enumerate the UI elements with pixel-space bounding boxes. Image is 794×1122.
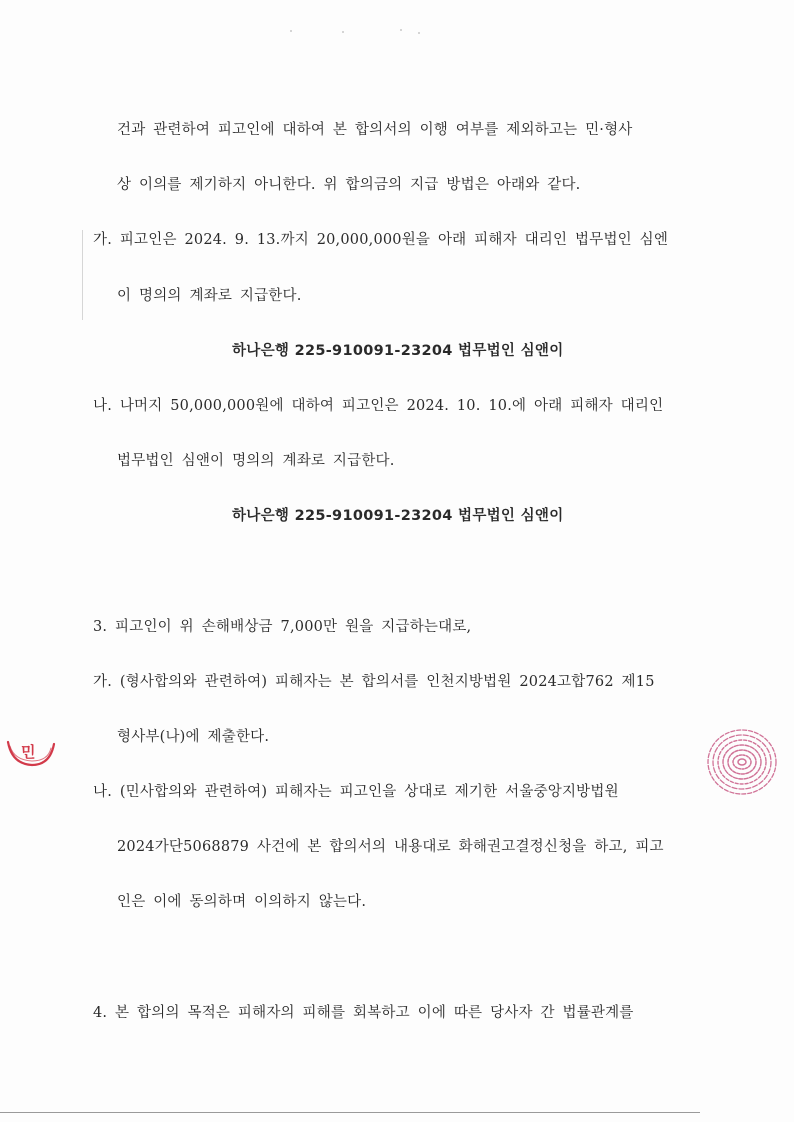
clause-3-ga-line-2: 형사부(나)에 제출한다. — [117, 729, 270, 745]
text-line-1: 건과 관련하여 피고인에 대하여 본 합의서의 이행 여부를 제외하고는 민·형사 — [117, 122, 633, 138]
margin-mark — [82, 230, 83, 320]
svg-text:민: 민 — [21, 743, 36, 761]
page-bottom-line — [0, 1112, 700, 1113]
clause-4: 4. 본 합의의 목적은 피해자의 피해를 회복하고 이에 따른 당사자 간 법률관계를 — [93, 1005, 634, 1021]
clause-3-na-line-3: 인은 이에 동의하며 이의하지 않는다. — [117, 894, 367, 910]
item-ga-line-1: 가. 피고인은 2024. 9. 13.까지 20,000,000원을 아래 피해자 대리인 법무법인 심엔 — [93, 232, 669, 248]
item-na-line-2: 법무법인 심앤이 명의의 계좌로 지급한다. — [117, 453, 395, 469]
fingerprint-mark — [700, 722, 790, 802]
clause-3-na-line-1: 나. (민사합의와 관련하여) 피해자는 피고인을 상대로 제기한 서울중앙지방법원 — [93, 784, 619, 800]
item-ga-line-2: 이 명의의 계좌로 지급한다. — [117, 288, 302, 304]
bank-account-2: 하나은행 225-910091-23204 법무법인 심앤이 — [232, 508, 564, 524]
bank-account-1: 하나은행 225-910091-23204 법무법인 심앤이 — [232, 343, 564, 359]
clause-3-ga-line-1: 가. (형사합의와 관련하여) 피해자는 본 합의서를 인천지방법원 2024고합762 제15 — [93, 674, 655, 690]
seal-stamp — [4, 734, 60, 774]
clause-3: 3. 피고인이 위 손해배상금 7,000만 원을 지급하는대로, — [93, 619, 472, 635]
item-na-line-1: 나. 나머지 50,000,000원에 대하여 피고인은 2024. 10. 10.에 아래 피해자 대리인 — [93, 398, 664, 414]
scan-specks — [280, 28, 480, 34]
text-line-2: 상 이의를 제기하지 아니한다. 위 합의금의 지급 방법은 아래와 같다. — [117, 177, 581, 193]
clause-3-na-line-2: 2024가단5068879 사건에 본 합의서의 내용대로 화해권고결정신청을 하고, 피고 — [117, 839, 664, 855]
